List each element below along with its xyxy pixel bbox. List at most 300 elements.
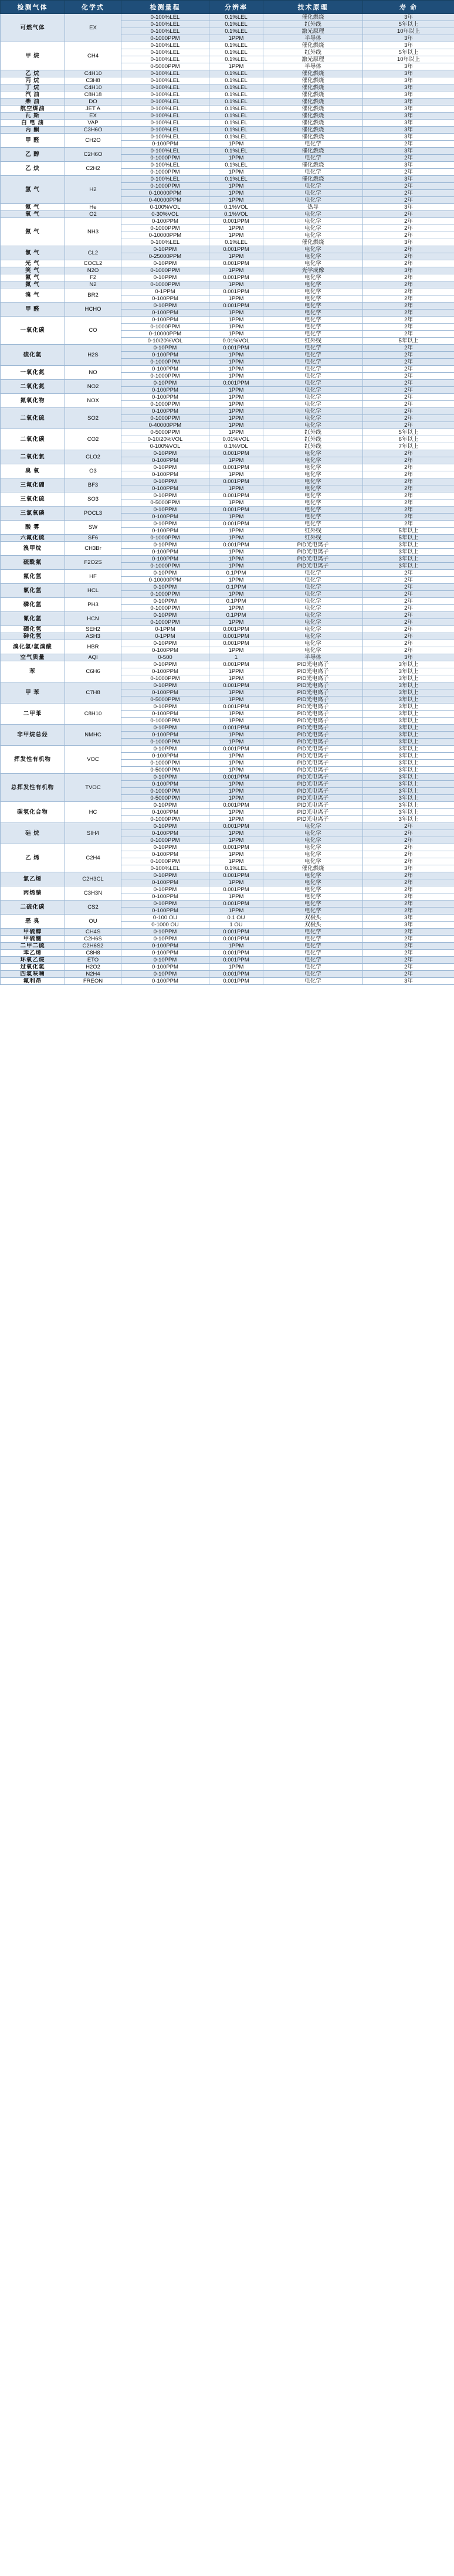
cell-principle: 红外线 bbox=[263, 528, 363, 535]
cell-lifetime: 3年以上 bbox=[363, 725, 454, 732]
table-row bbox=[1, 535, 454, 542]
cell-resolution: 0.001PPM bbox=[209, 872, 263, 879]
cell-principle: PID光电离子 bbox=[263, 767, 363, 774]
cell-resolution: 1 bbox=[209, 654, 263, 661]
table-row bbox=[1, 661, 454, 668]
cell-formula: SO2 bbox=[65, 408, 121, 429]
cell-principle: PID光电离子 bbox=[263, 542, 363, 549]
cell-gas-name: 二氧化氮 bbox=[1, 380, 65, 394]
cell-lifetime: 3年 bbox=[363, 63, 454, 70]
cell-principle: PID光电离子 bbox=[263, 725, 363, 732]
cell-principle: 电化学 bbox=[263, 858, 363, 865]
cell-lifetime: 2年 bbox=[363, 837, 454, 844]
cell-lifetime: 3年以上 bbox=[363, 549, 454, 556]
cell-formula: HCHO bbox=[65, 303, 121, 317]
cell-gas-name: 甲 醛 bbox=[1, 303, 65, 317]
cell-lifetime: 2年 bbox=[363, 324, 454, 331]
cell-range: 0-10PPM bbox=[121, 492, 209, 499]
table-row bbox=[1, 626, 454, 633]
cell-range: 0-100%LEL bbox=[121, 120, 209, 127]
cell-range: 0-10000PPM bbox=[121, 190, 209, 197]
cell-gas-name: 瓦 斯 bbox=[1, 113, 65, 120]
cell-lifetime: 2年 bbox=[363, 570, 454, 577]
cell-resolution: 0.1%LEL bbox=[209, 77, 263, 84]
cell-lifetime: 3年以上 bbox=[363, 542, 454, 549]
cell-principle: PID光电离子 bbox=[263, 718, 363, 725]
cell-formula: NH3 bbox=[65, 218, 121, 246]
cell-lifetime: 2年 bbox=[363, 478, 454, 485]
cell-resolution: 0.001PPM bbox=[209, 260, 263, 267]
cell-range: 0-1000PPM bbox=[121, 563, 209, 570]
cell-principle: 电化学 bbox=[263, 281, 363, 288]
cell-resolution: 0.1%VOL bbox=[209, 443, 263, 450]
cell-resolution: 1PPM bbox=[209, 352, 263, 359]
cell-principle: 催化燃烧 bbox=[263, 134, 363, 141]
cell-range: 0-1000PPM bbox=[121, 415, 209, 422]
table-body bbox=[1, 14, 454, 985]
cell-principle: PID光电离子 bbox=[263, 668, 363, 675]
cell-range: 0-1000PPM bbox=[121, 169, 209, 176]
cell-formula: FREON bbox=[65, 978, 121, 985]
cell-resolution: 0.1%LEL bbox=[209, 127, 263, 134]
cell-resolution: 1PPM bbox=[209, 753, 263, 760]
cell-lifetime: 3年以上 bbox=[363, 767, 454, 774]
cell-gas-name: 总挥发性有机物 bbox=[1, 774, 65, 802]
table-row bbox=[1, 120, 454, 127]
table-row bbox=[1, 260, 454, 267]
cell-lifetime: 3年以上 bbox=[363, 746, 454, 753]
cell-lifetime: 2年 bbox=[363, 471, 454, 478]
cell-gas-name: 溴化氢/氢溴酸 bbox=[1, 640, 65, 654]
cell-principle: 电化学 bbox=[263, 366, 363, 373]
cell-resolution: 1PPM bbox=[209, 169, 263, 176]
cell-principle: 电化学 bbox=[263, 908, 363, 915]
cell-range: 0-10PPM bbox=[121, 640, 209, 647]
cell-range: 0-100%LEL bbox=[121, 148, 209, 155]
cell-formula: BR2 bbox=[65, 288, 121, 303]
cell-formula: HBR bbox=[65, 640, 121, 654]
cell-resolution: 0.001PPM bbox=[209, 957, 263, 964]
cell-range: 0-100PPM bbox=[121, 141, 209, 148]
cell-gas-name: 白 电 油 bbox=[1, 120, 65, 127]
cell-principle: 光学成像 bbox=[263, 267, 363, 274]
cell-range: 0-100%LEL bbox=[121, 70, 209, 77]
cell-resolution: 1PPM bbox=[209, 908, 263, 915]
cell-lifetime: 3年以上 bbox=[363, 711, 454, 718]
cell-lifetime: 3年以上 bbox=[363, 661, 454, 668]
cell-principle: 电化学 bbox=[263, 964, 363, 971]
cell-range: 0-100%LEL bbox=[121, 77, 209, 84]
cell-resolution: 0.001PPM bbox=[209, 218, 263, 225]
cell-range: 0-10/20%VOL bbox=[121, 436, 209, 443]
cell-principle: 电化学 bbox=[263, 851, 363, 858]
cell-lifetime: 2年 bbox=[363, 246, 454, 253]
cell-resolution: 1PPM bbox=[209, 577, 263, 584]
table-row bbox=[1, 127, 454, 134]
cell-range: 0-100PPM bbox=[121, 310, 209, 317]
cell-resolution: 1PPM bbox=[209, 415, 263, 422]
cell-principle: 催化燃烧 bbox=[263, 239, 363, 246]
cell-formula: COCL2 bbox=[65, 260, 121, 267]
cell-lifetime: 2年 bbox=[363, 303, 454, 310]
cell-lifetime: 2年 bbox=[363, 232, 454, 239]
cell-resolution: 0.1%LEL bbox=[209, 106, 263, 113]
cell-resolution: 0.1%LEL bbox=[209, 56, 263, 63]
cell-formula: CO bbox=[65, 317, 121, 345]
cell-principle: 催化燃烧 bbox=[263, 865, 363, 872]
table-row bbox=[1, 281, 454, 288]
cell-resolution: 0.1%LEL bbox=[209, 21, 263, 28]
cell-range: 0-100%LEL bbox=[121, 56, 209, 63]
cell-formula: TVOC bbox=[65, 774, 121, 802]
table-row bbox=[1, 654, 454, 661]
cell-gas-name: 甲 烷 bbox=[1, 42, 65, 70]
cell-resolution: 0.001PPM bbox=[209, 823, 263, 830]
cell-principle: 电化学 bbox=[263, 478, 363, 485]
cell-range: 0-10PPM bbox=[121, 584, 209, 591]
table-row bbox=[1, 450, 454, 457]
cell-range: 0-1000PPM bbox=[121, 816, 209, 823]
cell-lifetime: 2年 bbox=[363, 274, 454, 281]
cell-range: 0-1000PPM bbox=[121, 718, 209, 725]
cell-lifetime: 2年 bbox=[363, 310, 454, 317]
cell-lifetime: 3年以上 bbox=[363, 795, 454, 802]
cell-range: 0-100PPM bbox=[121, 556, 209, 563]
cell-range: 0-10PPM bbox=[121, 823, 209, 830]
cell-resolution: 1PPM bbox=[209, 732, 263, 739]
cell-resolution: 0.1%LEL bbox=[209, 865, 263, 872]
cell-resolution: 0.1%LEL bbox=[209, 49, 263, 56]
cell-lifetime: 2年 bbox=[363, 626, 454, 633]
cell-lifetime: 2年 bbox=[363, 288, 454, 295]
cell-gas-name: 氟利昂 bbox=[1, 978, 65, 985]
cell-range: 0-100PPM bbox=[121, 408, 209, 415]
cell-range: 0-100%LEL bbox=[121, 28, 209, 35]
cell-range: 0-100PPM bbox=[121, 647, 209, 654]
cell-range: 0-1PPM bbox=[121, 626, 209, 633]
cell-lifetime: 2年 bbox=[363, 281, 454, 288]
table-row bbox=[1, 42, 454, 49]
cell-formula: CL2 bbox=[65, 246, 121, 260]
cell-gas-name: 甲 苯 bbox=[1, 682, 65, 704]
cell-range: 0-10PPM bbox=[121, 542, 209, 549]
cell-lifetime: 3年 bbox=[363, 134, 454, 141]
cell-lifetime: 2年 bbox=[363, 450, 454, 457]
cell-resolution: 1PPM bbox=[209, 605, 263, 612]
cell-lifetime: 2年 bbox=[363, 422, 454, 429]
cell-gas-name: 氟化氢 bbox=[1, 570, 65, 584]
cell-resolution: 1PPM bbox=[209, 668, 263, 675]
cell-lifetime: 2年 bbox=[363, 823, 454, 830]
cell-gas-name: 乙 烯 bbox=[1, 844, 65, 872]
table-row bbox=[1, 886, 454, 893]
cell-gas-name: 空气质量 bbox=[1, 654, 65, 661]
cell-formula: C7H8 bbox=[65, 682, 121, 704]
table-row bbox=[1, 556, 454, 563]
cell-resolution: 1PPM bbox=[209, 141, 263, 148]
cell-principle: PID光电离子 bbox=[263, 753, 363, 760]
cell-range: 0-10PPM bbox=[121, 507, 209, 514]
table-row bbox=[1, 14, 454, 21]
cell-range: 0-1000 OU bbox=[121, 922, 209, 929]
column-header-gas: 检测气体 bbox=[1, 1, 65, 14]
cell-resolution: 0.001PPM bbox=[209, 950, 263, 957]
table-row bbox=[1, 900, 454, 908]
cell-lifetime: 3年 bbox=[363, 106, 454, 113]
cell-principle: 红外线 bbox=[263, 535, 363, 542]
cell-formula: SEH2 bbox=[65, 626, 121, 633]
cell-lifetime: 2年 bbox=[363, 872, 454, 879]
cell-formula: C8H8 bbox=[65, 950, 121, 957]
cell-lifetime: 2年 bbox=[363, 380, 454, 387]
cell-range: 0-100PPM bbox=[121, 978, 209, 985]
cell-resolution: 1PPM bbox=[209, 788, 263, 795]
cell-principle: 电化学 bbox=[263, 872, 363, 879]
cell-formula: CLO2 bbox=[65, 450, 121, 464]
cell-lifetime: 5年以上 bbox=[363, 528, 454, 535]
cell-resolution: 1PPM bbox=[209, 324, 263, 331]
cell-principle: 电化学 bbox=[263, 415, 363, 422]
cell-formula: SF6 bbox=[65, 535, 121, 542]
table-row bbox=[1, 584, 454, 591]
cell-formula: AQI bbox=[65, 654, 121, 661]
gas-sensor-spec-sheet bbox=[0, 0, 454, 985]
cell-formula: ETO bbox=[65, 957, 121, 964]
cell-lifetime: 3年 bbox=[363, 84, 454, 91]
cell-lifetime: 3年 bbox=[363, 267, 454, 274]
cell-principle: 电化学 bbox=[263, 253, 363, 260]
cell-resolution: 0.1%LEL bbox=[209, 148, 263, 155]
cell-resolution: 0.001PPM bbox=[209, 464, 263, 471]
cell-range: 0-10PPM bbox=[121, 570, 209, 577]
cell-principle: 电化学 bbox=[263, 943, 363, 950]
cell-principle: 半导体 bbox=[263, 35, 363, 42]
cell-lifetime: 2年 bbox=[363, 957, 454, 964]
table-row bbox=[1, 929, 454, 936]
cell-gas-name: 甲 醛 bbox=[1, 134, 65, 148]
cell-principle: 电化学 bbox=[263, 471, 363, 478]
cell-resolution: 0.1%LEL bbox=[209, 176, 263, 183]
table-row bbox=[1, 274, 454, 281]
table-row bbox=[1, 570, 454, 577]
cell-lifetime: 2年 bbox=[363, 394, 454, 401]
cell-gas-name: 乙 炔 bbox=[1, 162, 65, 176]
cell-principle: 电化学 bbox=[263, 408, 363, 415]
cell-range: 0-10PPM bbox=[121, 936, 209, 943]
cell-range: 0-100PPM bbox=[121, 711, 209, 718]
cell-principle: 电化学 bbox=[263, 844, 363, 851]
table-row bbox=[1, 612, 454, 619]
cell-principle: 催化燃烧 bbox=[263, 84, 363, 91]
cell-gas-name: 苯乙烯 bbox=[1, 950, 65, 957]
table-row bbox=[1, 507, 454, 514]
cell-resolution: 1PPM bbox=[209, 718, 263, 725]
cell-resolution: 0.001PPM bbox=[209, 661, 263, 668]
cell-resolution: 1PPM bbox=[209, 556, 263, 563]
cell-resolution: 0.001PPM bbox=[209, 274, 263, 281]
cell-formula: HCN bbox=[65, 612, 121, 626]
cell-resolution: 0.001PPM bbox=[209, 626, 263, 633]
cell-formula: N2O bbox=[65, 267, 121, 274]
table-row bbox=[1, 598, 454, 605]
cell-lifetime: 2年 bbox=[363, 387, 454, 394]
cell-formula: NO bbox=[65, 366, 121, 380]
cell-gas-name: 氨 气 bbox=[1, 218, 65, 246]
cell-principle: PID光电离子 bbox=[263, 689, 363, 696]
cell-resolution: 0.001PPM bbox=[209, 978, 263, 985]
cell-lifetime: 5年以上 bbox=[363, 429, 454, 436]
cell-lifetime: 3年以上 bbox=[363, 732, 454, 739]
cell-principle: 电化学 bbox=[263, 893, 363, 900]
cell-resolution: 0.001PPM bbox=[209, 929, 263, 936]
cell-resolution: 0.1%LEL bbox=[209, 28, 263, 35]
cell-principle: 电化学 bbox=[263, 830, 363, 837]
cell-range: 0-1000PPM bbox=[121, 324, 209, 331]
cell-gas-name: 氟 气 bbox=[1, 274, 65, 281]
cell-principle: 电化学 bbox=[263, 619, 363, 626]
cell-principle: 电化学 bbox=[263, 190, 363, 197]
cell-range: 0-5000PPM bbox=[121, 767, 209, 774]
cell-principle: PID光电离子 bbox=[263, 675, 363, 682]
cell-lifetime: 3年 bbox=[363, 978, 454, 985]
cell-formula: HF bbox=[65, 570, 121, 584]
cell-resolution: 0.1%LEL bbox=[209, 98, 263, 106]
table-row bbox=[1, 288, 454, 295]
cell-resolution: 0.1 OU bbox=[209, 915, 263, 922]
cell-principle: PID光电离子 bbox=[263, 746, 363, 753]
cell-formula: C4H10 bbox=[65, 84, 121, 91]
cell-range: 0-10PPM bbox=[121, 746, 209, 753]
table-row bbox=[1, 725, 454, 732]
cell-resolution: 1PPM bbox=[209, 739, 263, 746]
cell-range: 0-1PPM bbox=[121, 633, 209, 640]
cell-lifetime: 3年 bbox=[363, 239, 454, 246]
cell-principle: 电化学 bbox=[263, 288, 363, 295]
cell-principle: 电化学 bbox=[263, 485, 363, 492]
cell-principle: 电化学 bbox=[263, 169, 363, 176]
cell-gas-name: 乙 烷 bbox=[1, 70, 65, 77]
cell-principle: 红外线 bbox=[263, 338, 363, 345]
cell-lifetime: 3年以上 bbox=[363, 689, 454, 696]
cell-resolution: 0.1PPM bbox=[209, 598, 263, 605]
cell-range: 0-1000PPM bbox=[121, 591, 209, 598]
cell-formula: BF3 bbox=[65, 478, 121, 492]
cell-gas-name: 柴 油 bbox=[1, 98, 65, 106]
cell-lifetime: 2年 bbox=[363, 886, 454, 893]
cell-principle: 电化学 bbox=[263, 605, 363, 612]
cell-range: 0-10PPM bbox=[121, 774, 209, 781]
cell-resolution: 0.1%LEL bbox=[209, 134, 263, 141]
cell-principle: 半导体 bbox=[263, 63, 363, 70]
cell-lifetime: 3年以上 bbox=[363, 704, 454, 711]
cell-resolution: 0.001PPM bbox=[209, 725, 263, 732]
cell-principle: 电化学 bbox=[263, 380, 363, 387]
cell-resolution: 1PPM bbox=[209, 858, 263, 865]
cell-resolution: 1PPM bbox=[209, 781, 263, 788]
cell-resolution: 1 OU bbox=[209, 922, 263, 929]
cell-formula: H2 bbox=[65, 176, 121, 204]
cell-range: 0-100%VOL bbox=[121, 443, 209, 450]
cell-principle: 电化学 bbox=[263, 359, 363, 366]
cell-range: 0-10PPM bbox=[121, 886, 209, 893]
cell-range: 0-100%LEL bbox=[121, 239, 209, 246]
cell-principle: 电化学 bbox=[263, 499, 363, 507]
cell-range: 0-100%LEL bbox=[121, 134, 209, 141]
cell-resolution: 1PPM bbox=[209, 295, 263, 303]
cell-range: 0-1000PPM bbox=[121, 535, 209, 542]
cell-principle: 电化学 bbox=[263, 324, 363, 331]
column-header-principle: 技术原理 bbox=[263, 1, 363, 14]
cell-principle: 电化学 bbox=[263, 394, 363, 401]
cell-gas-name: 氯 气 bbox=[1, 246, 65, 260]
cell-lifetime: 2年 bbox=[363, 260, 454, 267]
table-row bbox=[1, 872, 454, 879]
cell-range: 0-100PPM bbox=[121, 549, 209, 556]
cell-lifetime: 5年以上 bbox=[363, 49, 454, 56]
cell-formula: ASH3 bbox=[65, 633, 121, 640]
cell-principle: 红外线 bbox=[263, 429, 363, 436]
cell-lifetime: 2年 bbox=[363, 605, 454, 612]
cell-resolution: 0.1PPM bbox=[209, 584, 263, 591]
cell-principle: 电化学 bbox=[263, 295, 363, 303]
cell-lifetime: 3年 bbox=[363, 176, 454, 183]
cell-lifetime: 2年 bbox=[363, 190, 454, 197]
cell-gas-name: 砷化氢 bbox=[1, 633, 65, 640]
cell-principle: 热导 bbox=[263, 204, 363, 211]
cell-principle: 电化学 bbox=[263, 837, 363, 844]
cell-lifetime: 3年 bbox=[363, 865, 454, 872]
cell-lifetime: 3年以上 bbox=[363, 781, 454, 788]
cell-principle: 电化学 bbox=[263, 310, 363, 317]
table-row bbox=[1, 380, 454, 387]
cell-principle: 电化学 bbox=[263, 211, 363, 218]
column-header-range: 检测量程 bbox=[121, 1, 209, 14]
cell-resolution: 1PPM bbox=[209, 499, 263, 507]
cell-lifetime: 2年 bbox=[363, 464, 454, 471]
cell-formula: DO bbox=[65, 98, 121, 106]
cell-formula: CH4S bbox=[65, 929, 121, 936]
cell-gas-name: 六氟化硫 bbox=[1, 535, 65, 542]
cell-lifetime: 3年 bbox=[363, 35, 454, 42]
cell-lifetime: 2年 bbox=[363, 401, 454, 408]
cell-range: 0-1000PPM bbox=[121, 183, 209, 190]
table-row bbox=[1, 317, 454, 324]
cell-resolution: 0.001PPM bbox=[209, 682, 263, 689]
cell-range: 0-100PPM bbox=[121, 753, 209, 760]
cell-gas-name: 溴 气 bbox=[1, 288, 65, 303]
cell-lifetime: 3年以上 bbox=[363, 675, 454, 682]
cell-lifetime: 2年 bbox=[363, 211, 454, 218]
cell-principle: 催化燃烧 bbox=[263, 176, 363, 183]
cell-lifetime: 2年 bbox=[363, 345, 454, 352]
cell-principle: 催化燃烧 bbox=[263, 106, 363, 113]
cell-principle: 电化学 bbox=[263, 886, 363, 893]
cell-principle: 电化学 bbox=[263, 577, 363, 584]
cell-principle: 电化学 bbox=[263, 514, 363, 521]
cell-resolution: 0.001PPM bbox=[209, 704, 263, 711]
cell-range: 0-1000PPM bbox=[121, 35, 209, 42]
cell-lifetime: 2年 bbox=[363, 507, 454, 514]
cell-lifetime: 3年 bbox=[363, 922, 454, 929]
cell-range: 0-100%LEL bbox=[121, 162, 209, 169]
cell-lifetime: 2年 bbox=[363, 619, 454, 626]
cell-formula: N2 bbox=[65, 281, 121, 288]
cell-principle: 电化学 bbox=[263, 647, 363, 654]
cell-resolution: 1PPM bbox=[209, 893, 263, 900]
cell-range: 0-5000PPM bbox=[121, 696, 209, 704]
cell-formula: CH2O bbox=[65, 134, 121, 148]
cell-gas-name: 甲硫醇 bbox=[1, 929, 65, 936]
